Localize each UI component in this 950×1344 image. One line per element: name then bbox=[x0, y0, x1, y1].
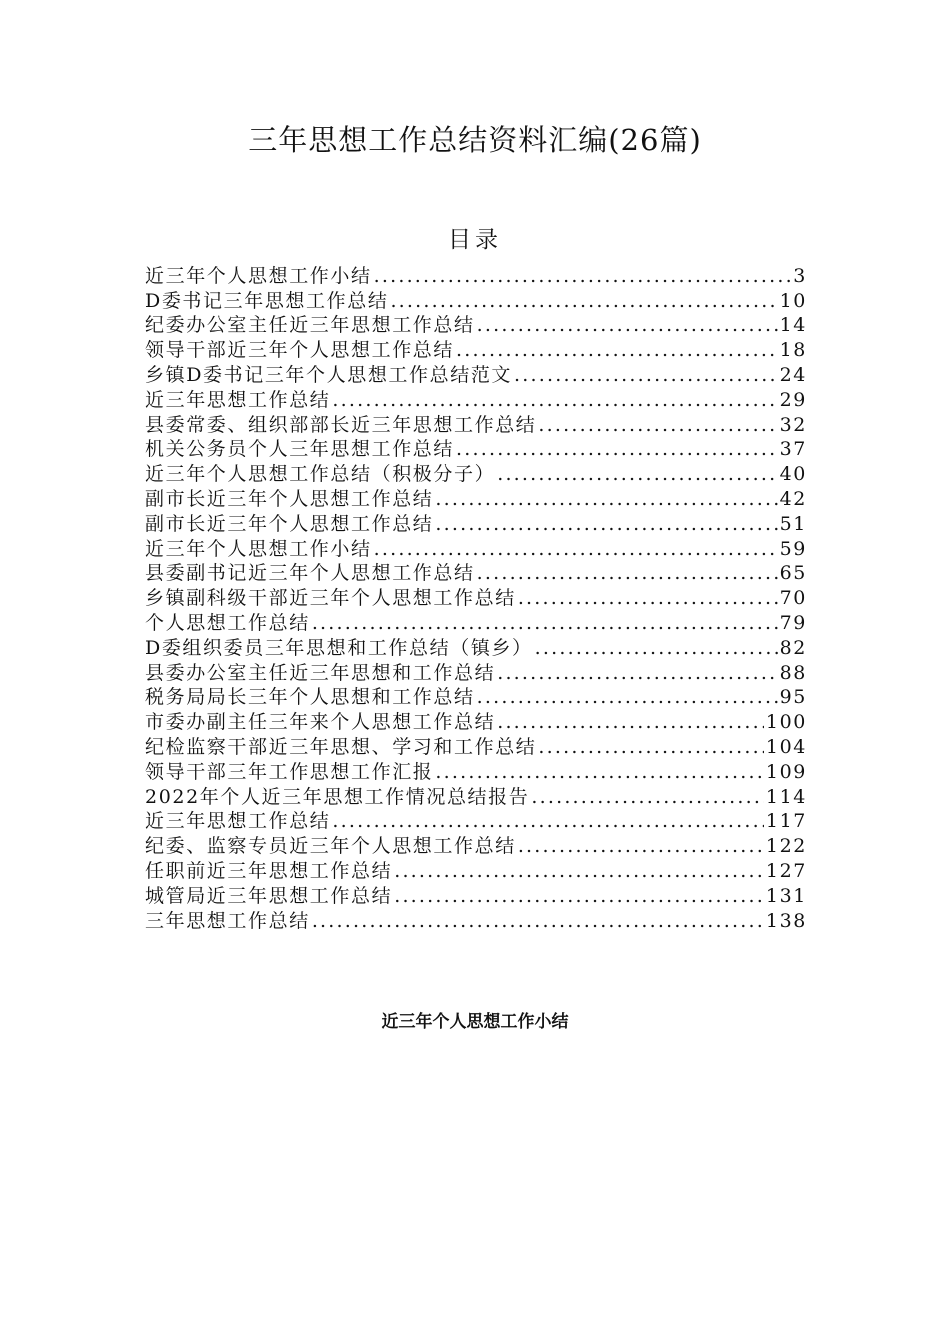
toc-entry[interactable] bbox=[145, 511, 807, 536]
toc-entry-page-number: 40 bbox=[779, 463, 807, 486]
toc-dot-leader bbox=[390, 289, 777, 313]
toc-entry[interactable] bbox=[145, 759, 807, 784]
toc-entry-page-number: 114 bbox=[765, 785, 807, 808]
toc-dot-leader bbox=[497, 661, 777, 685]
toc-entry-page-number: 24 bbox=[779, 363, 807, 386]
toc-entry[interactable] bbox=[145, 461, 807, 486]
toc-entry[interactable] bbox=[145, 908, 807, 933]
toc-entry-title: 城管局近三年思想工作总结 bbox=[145, 884, 393, 907]
toc-dot-leader bbox=[374, 537, 778, 561]
table-of-contents bbox=[145, 263, 807, 933]
toc-entry[interactable] bbox=[145, 412, 807, 437]
toc-entry-page-number: 3 bbox=[793, 264, 807, 287]
toc-entry-title: 乡镇副科级干部近三年个人思想工作总结 bbox=[145, 587, 516, 610]
toc-entry-title: 领导干部三年工作思想工作汇报 bbox=[145, 760, 434, 783]
toc-dot-leader bbox=[497, 462, 777, 486]
toc-entry-page-number: 138 bbox=[765, 909, 807, 932]
toc-entry[interactable] bbox=[145, 660, 807, 685]
toc-entry-page-number: 59 bbox=[779, 537, 807, 560]
toc-dot-leader bbox=[514, 363, 778, 387]
toc-dot-leader bbox=[518, 586, 778, 610]
toc-dot-leader bbox=[477, 561, 778, 585]
toc-entry-page-number: 104 bbox=[765, 735, 807, 758]
toc-entry-title: 个人思想工作总结 bbox=[145, 611, 310, 634]
toc-entry-title: 近三年个人思想工作小结 bbox=[145, 264, 372, 287]
toc-entry[interactable] bbox=[145, 536, 807, 561]
toc-entry-title: 纪检监察干部近三年思想、学习和工作总结 bbox=[145, 735, 537, 758]
toc-entry-page-number: 88 bbox=[779, 661, 807, 684]
toc-dot-leader bbox=[497, 710, 764, 734]
toc-entry-page-number: 51 bbox=[779, 512, 807, 535]
toc-dot-leader bbox=[538, 413, 777, 437]
toc-entry[interactable] bbox=[145, 635, 807, 660]
toc-entry[interactable] bbox=[145, 709, 807, 734]
toc-dot-leader bbox=[435, 760, 764, 784]
toc-entry-title: 近三年思想工作总结 bbox=[145, 810, 331, 833]
toc-entry-title: 乡镇D委书记三年个人思想工作总结范文 bbox=[145, 363, 513, 386]
toc-dot-leader bbox=[518, 834, 764, 858]
toc-dot-leader bbox=[394, 884, 764, 908]
toc-entry-title: 副市长近三年个人思想工作总结 bbox=[145, 487, 434, 510]
toc-entry-title: 县委常委、组织部部长近三年思想工作总结 bbox=[145, 413, 537, 436]
toc-entry-title: 近三年个人思想工作小结 bbox=[145, 537, 372, 560]
toc-entry-page-number: 65 bbox=[779, 562, 807, 585]
toc-entry[interactable] bbox=[145, 561, 807, 586]
toc-entry-page-number: 122 bbox=[765, 835, 807, 858]
toc-dot-leader bbox=[477, 685, 778, 709]
toc-dot-leader bbox=[394, 859, 764, 883]
toc-entry[interactable] bbox=[145, 313, 807, 338]
toc-entry-page-number: 18 bbox=[779, 339, 807, 362]
toc-entry[interactable] bbox=[145, 337, 807, 362]
toc-dot-leader bbox=[435, 512, 777, 536]
toc-dot-leader bbox=[332, 388, 777, 412]
toc-entry-title: 近三年思想工作总结 bbox=[145, 388, 331, 411]
section-heading: 近三年个人思想工作小结 bbox=[381, 1012, 569, 1032]
toc-entry-title: D委组织委员三年思想和工作总结（镇乡） bbox=[145, 636, 533, 659]
toc-entry-title: 县委副书记近三年个人思想工作总结 bbox=[145, 562, 475, 585]
toc-entry-page-number: 131 bbox=[765, 884, 807, 907]
toc-entry-page-number: 10 bbox=[779, 289, 807, 312]
document-title: 三年思想工作总结资料汇编(26篇) bbox=[248, 123, 702, 157]
toc-entry[interactable] bbox=[145, 486, 807, 511]
toc-entry-title: 县委办公室主任近三年思想和工作总结 bbox=[145, 661, 496, 684]
toc-entry[interactable] bbox=[145, 362, 807, 387]
toc-entry-title: 副市长近三年个人思想工作总结 bbox=[145, 512, 434, 535]
toc-entry-page-number: 14 bbox=[779, 314, 807, 337]
toc-entry[interactable] bbox=[145, 784, 807, 809]
toc-entry[interactable] bbox=[145, 387, 807, 412]
toc-entry-title: 近三年个人思想工作总结（积极分子） bbox=[145, 463, 496, 486]
toc-dot-leader bbox=[332, 809, 764, 833]
toc-entry-page-number: 82 bbox=[779, 636, 807, 659]
toc-entry-title: 纪委、监察专员近三年个人思想工作总结 bbox=[145, 835, 516, 858]
toc-entry-title: 市委办副主任三年来个人思想工作总结 bbox=[145, 711, 496, 734]
toc-entry-page-number: 95 bbox=[779, 686, 807, 709]
toc-entry-page-number: 32 bbox=[779, 413, 807, 436]
toc-entry[interactable] bbox=[145, 858, 807, 883]
toc-entry-title: 机关公务员个人三年思想工作总结 bbox=[145, 438, 455, 461]
toc-entry-title: D委书记三年思想工作总结 bbox=[145, 289, 389, 312]
toc-entry[interactable] bbox=[145, 585, 807, 610]
toc-entry-page-number: 37 bbox=[779, 438, 807, 461]
toc-entry-page-number: 100 bbox=[765, 711, 807, 734]
toc-entry-title: 任职前近三年思想工作总结 bbox=[145, 859, 393, 882]
toc-entry[interactable] bbox=[145, 263, 807, 288]
toc-dot-leader bbox=[374, 264, 792, 288]
toc-entry[interactable] bbox=[145, 437, 807, 462]
toc-entry-page-number: 117 bbox=[765, 810, 807, 833]
toc-dot-leader bbox=[477, 313, 778, 337]
toc-entry[interactable] bbox=[145, 734, 807, 759]
toc-dot-leader bbox=[531, 785, 764, 809]
toc-entry[interactable] bbox=[145, 685, 807, 710]
toc-entry[interactable] bbox=[145, 610, 807, 635]
toc-heading: 目录 bbox=[448, 227, 502, 253]
toc-dot-leader bbox=[435, 487, 777, 511]
toc-entry[interactable] bbox=[145, 833, 807, 858]
toc-entry[interactable] bbox=[145, 288, 807, 313]
toc-entry-page-number: 109 bbox=[765, 760, 807, 783]
toc-entry-title: 2022年个人近三年思想工作情况总结报告 bbox=[145, 785, 530, 808]
toc-entry[interactable] bbox=[145, 883, 807, 908]
toc-entry-title: 三年思想工作总结 bbox=[145, 909, 310, 932]
toc-entry-title: 纪委办公室主任近三年思想工作总结 bbox=[145, 314, 475, 337]
toc-dot-leader bbox=[312, 611, 778, 635]
toc-entry-page-number: 127 bbox=[765, 859, 807, 882]
toc-dot-leader bbox=[312, 909, 764, 933]
toc-entry-title: 税务局局长三年个人思想和工作总结 bbox=[145, 686, 475, 709]
toc-entry-page-number: 29 bbox=[779, 388, 807, 411]
toc-dot-leader bbox=[538, 735, 764, 759]
toc-entry-page-number: 70 bbox=[779, 587, 807, 610]
toc-dot-leader bbox=[456, 338, 778, 362]
toc-dot-leader bbox=[456, 437, 778, 461]
toc-entry-page-number: 79 bbox=[779, 611, 807, 634]
toc-entry[interactable] bbox=[145, 809, 807, 834]
toc-entry-page-number: 42 bbox=[779, 487, 807, 510]
toc-entry-title: 领导干部近三年个人思想工作总结 bbox=[145, 339, 455, 362]
toc-dot-leader bbox=[535, 636, 778, 660]
